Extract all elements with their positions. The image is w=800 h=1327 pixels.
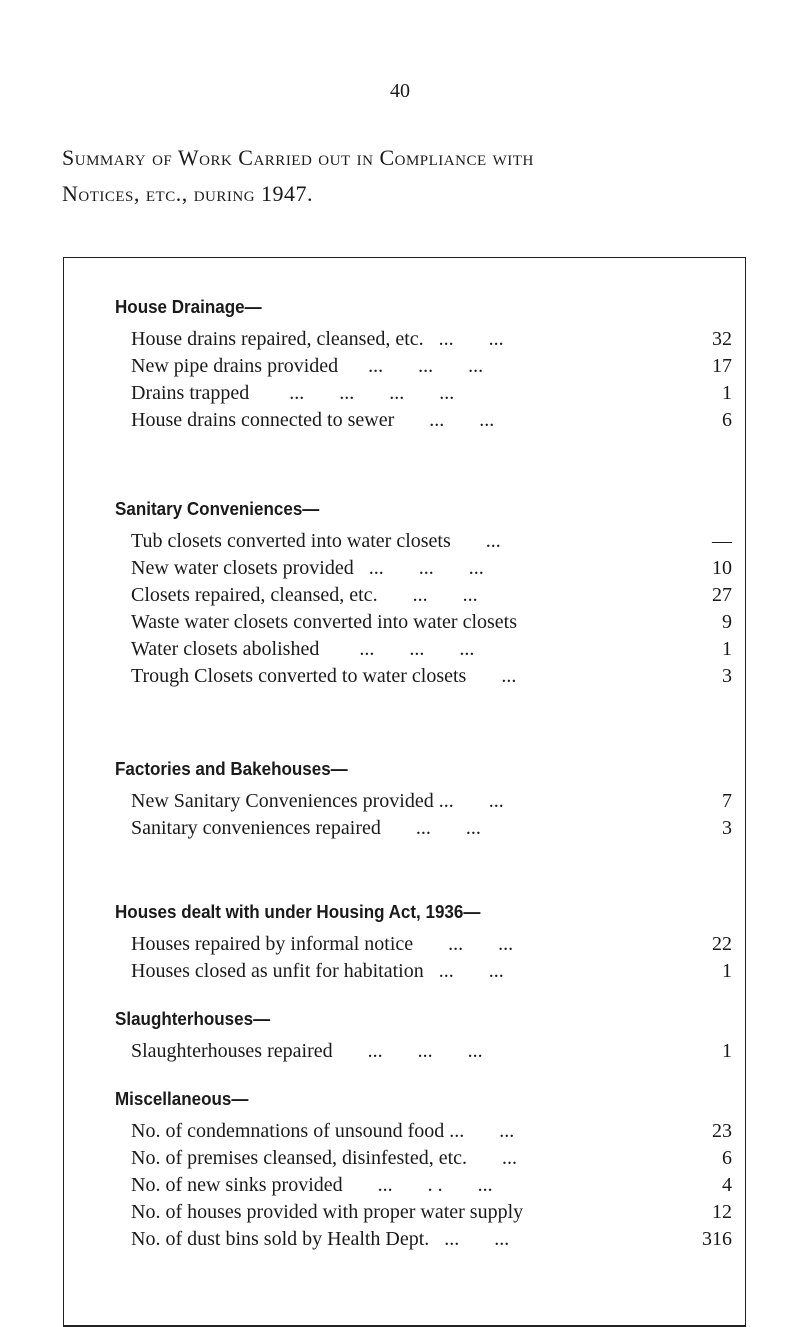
row-value: 10	[712, 557, 732, 579]
row-label: No. of dust bins sold by Health Dept. ... ...	[131, 1228, 510, 1250]
table-row	[131, 788, 732, 815]
table-row	[131, 958, 732, 985]
row-value: 316	[702, 1228, 732, 1250]
row-value: 6	[722, 409, 732, 431]
section-slaughterhouses	[115, 1000, 735, 1065]
row-value: 1	[722, 1040, 732, 1062]
section-heading: House Drainage—	[115, 296, 262, 317]
row-value: 7	[722, 790, 732, 812]
table-row	[131, 1226, 732, 1253]
table-row	[131, 555, 732, 582]
row-label: New pipe drains provided ... ... ...	[131, 355, 484, 377]
table-row	[131, 1145, 732, 1172]
section-heading: Slaughterhouses—	[115, 1008, 271, 1029]
section-heading: Miscellaneous—	[115, 1088, 249, 1109]
row-value: 22	[712, 933, 732, 955]
row-label: Tub closets converted into water closets ...	[131, 530, 501, 552]
row-value: 3	[722, 817, 732, 839]
section-heading: Houses dealt with under Housing Act, 1936—	[115, 901, 481, 922]
page-title-line-2: Notices, etc., during 1947.	[62, 181, 314, 206]
page-title	[62, 140, 534, 212]
table-row	[131, 815, 732, 842]
table-row	[131, 609, 732, 636]
table-row	[131, 380, 732, 407]
table-row	[131, 528, 732, 555]
row-label: House drains connected to sewer ... ...	[131, 409, 495, 431]
table-row	[131, 1172, 732, 1199]
table-row	[131, 1118, 732, 1145]
row-value: 9	[722, 611, 732, 633]
row-label: Slaughterhouses repaired ... ... ...	[131, 1040, 483, 1062]
table-row	[131, 1038, 732, 1065]
row-label: Closets repaired, cleansed, etc. ... ...	[131, 584, 478, 606]
row-label: Trough Closets converted to water closets ...	[131, 665, 517, 687]
row-value: 6	[722, 1147, 732, 1169]
row-label: Sanitary conveniences repaired ... ...	[131, 817, 481, 839]
row-label: No. of new sinks provided ... . . ...	[131, 1174, 493, 1196]
row-value: 12	[712, 1201, 732, 1223]
page-number: 40	[390, 80, 410, 102]
section-factories-bakehouses	[115, 750, 735, 842]
table-row	[131, 1199, 732, 1226]
row-value: 17	[712, 355, 732, 377]
row-value: 1	[722, 638, 732, 660]
row-value: 23	[712, 1120, 732, 1142]
row-value: 32	[712, 328, 732, 350]
row-label: No. of condemnations of unsound food ... ...	[131, 1120, 515, 1142]
row-value: 1	[722, 960, 732, 982]
table-row	[131, 663, 732, 690]
row-label: No. of premises cleansed, disinfested, etc. ...	[131, 1147, 518, 1169]
row-label: Water closets abolished ... ... ...	[131, 638, 475, 660]
row-label: Drains trapped ... ... ... ...	[131, 382, 455, 404]
row-label: No. of houses provided with proper water supply	[131, 1201, 524, 1223]
table-row	[131, 353, 732, 380]
table-row	[131, 407, 732, 434]
section-sanitary-conveniences	[115, 490, 735, 690]
table-row	[131, 326, 732, 353]
table-row	[131, 931, 732, 958]
row-label: New water closets provided ... ... ...	[131, 557, 484, 579]
section-heading: Factories and Bakehouses—	[115, 758, 348, 779]
row-label: Waste water closets converted into water closets	[131, 611, 518, 633]
row-value: 3	[722, 665, 732, 687]
table-row	[131, 636, 732, 663]
row-value: 27	[712, 584, 732, 606]
row-value: 1	[722, 382, 732, 404]
row-value: 4	[722, 1174, 732, 1196]
row-value: —	[712, 530, 732, 552]
row-label: New Sanitary Conveniences provided ... ...	[131, 790, 504, 812]
table-row	[131, 582, 732, 609]
section-house-drainage	[115, 288, 735, 434]
section-heading: Sanitary Conveniences—	[115, 498, 320, 519]
row-label: Houses repaired by informal notice ... ...	[131, 933, 514, 955]
row-label: Houses closed as unfit for habitation ... ...	[131, 960, 504, 982]
section-housing-act	[115, 893, 735, 985]
row-label: House drains repaired, cleansed, etc. ... ...	[131, 328, 504, 350]
page-title-line-1: Summary of Work Carried out in Compliance with	[62, 145, 534, 170]
section-miscellaneous	[115, 1080, 735, 1253]
